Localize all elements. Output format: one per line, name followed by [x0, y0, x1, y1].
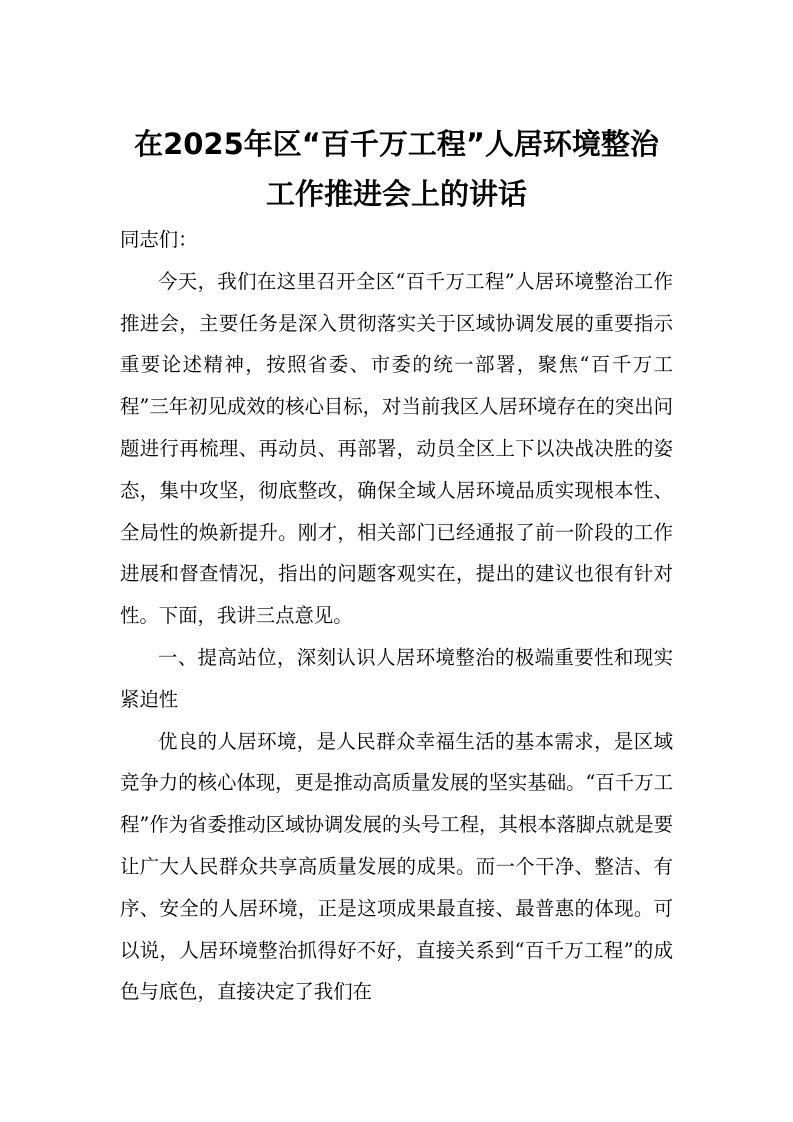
document-title-line-1: 在2025年区“百千万工程”人居环境整治 [134, 127, 659, 161]
document-title-line-2: 工作推进会上的讲话 [265, 177, 527, 211]
paragraph-section-1: 优良的人居环境，是人民群众幸福生活的基本需求，是区域竞争力的核心体现，更是推动高质量发展的坚实基础。“百千万工程”作为省委推动区域协调发展的头号工程，其根本落脚点就是要让广大人民群众共享高质量发展的成果。而一个干净、整洁、有序、安全的人居环境，正是这项成果最直接、最普惠的体现。可以说，人居环境整治抓得好不好，直接关系到“百千万工程”的成色与底色，直接决定了我们在 [120, 729, 673, 1004]
salutation: 同志们： [120, 228, 198, 251]
paragraph-opening: 今天，我们在这里召开全区“百千万工程”人居环境整治工作推进会，主要任务是深入贯彻落实关于区域协调发展的重要指示重要论述精神，按照省委、市委的统一部署，聚焦“百千万工程”三年初见成效的核心目标，对当前我区人居环境存在的突出问题进行再梳理、再动员、再部署，动员全区上下以决战决胜的姿态，集中攻坚，彻底整改，确保全域人居环境品质实现根本性、全局性的焕新提升。刚才，相关部门已经通报了前一阶段的工作进展和督查情况，指出的问题客观实在，提出的建议也很有针对性。下面，我讲三点意见。 [120, 269, 673, 628]
section-heading-1: 一、提高站位，深刻认识人居环境整治的极端重要性和现实紧迫性 [120, 645, 673, 711]
document-body [120, 219, 673, 1013]
